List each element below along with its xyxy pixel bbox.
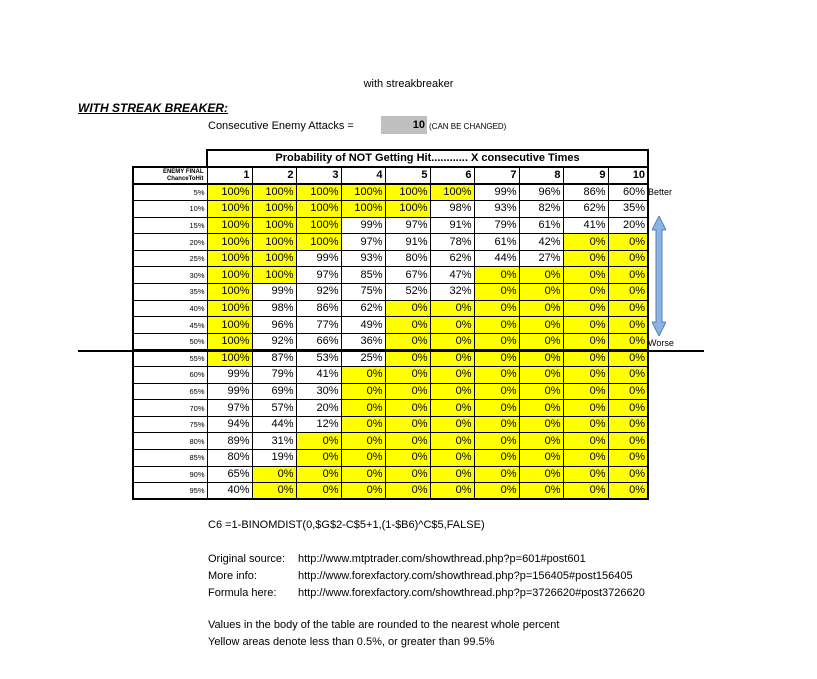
table-cell[interactable]: 97% <box>207 400 252 417</box>
table-cell[interactable]: 79% <box>252 367 296 384</box>
row-label: 35% <box>133 284 207 301</box>
note-yellow-areas: Yellow areas denote less than 0.5%, or greater than 99.5% <box>208 636 495 648</box>
table-cell[interactable]: 80% <box>385 250 430 267</box>
table-row <box>133 317 648 334</box>
chance-to-hit-header <box>133 167 207 184</box>
table-cell[interactable]: 0% <box>430 466 474 483</box>
table-title: Probability of NOT Getting Hit............ X consecutive Times <box>207 150 648 167</box>
table-cell[interactable]: 0% <box>385 466 430 483</box>
table-cell[interactable]: 0% <box>341 466 385 483</box>
table-cell[interactable]: 0% <box>474 450 519 467</box>
table-cell[interactable]: 0% <box>341 416 385 433</box>
row-label: 25% <box>133 250 207 267</box>
table-cell[interactable]: 0% <box>474 333 519 350</box>
attacks-value-cell[interactable]: 10 <box>381 116 427 134</box>
table-cell[interactable]: 0% <box>430 367 474 384</box>
table-row <box>133 201 648 218</box>
table-cell[interactable]: 0% <box>563 466 608 483</box>
table-cell[interactable]: 0% <box>341 433 385 450</box>
table-cell[interactable]: 0% <box>430 300 474 317</box>
table-cell[interactable]: 0% <box>519 466 563 483</box>
table-cell[interactable]: 100% <box>430 184 474 201</box>
table-cell[interactable]: 0% <box>608 383 648 400</box>
table-cell[interactable]: 52% <box>385 284 430 301</box>
column-header-4: 4 <box>341 167 385 184</box>
column-header-9: 9 <box>563 167 608 184</box>
table-cell[interactable]: 100% <box>252 234 296 251</box>
table-cell[interactable]: 0% <box>474 317 519 334</box>
section-heading: WITH STREAK BREAKER: <box>78 101 228 115</box>
table-cell[interactable]: 100% <box>341 201 385 218</box>
table-cell[interactable]: 0% <box>563 300 608 317</box>
table-cell[interactable]: 0% <box>252 466 296 483</box>
table-cell[interactable]: 92% <box>296 284 341 301</box>
row-label: 30% <box>133 267 207 284</box>
table-cell[interactable]: 0% <box>430 400 474 417</box>
table-cell[interactable]: 61% <box>519 217 563 234</box>
row-label: 55% <box>133 350 207 367</box>
table-cell[interactable]: 100% <box>252 250 296 267</box>
table-cell[interactable]: 92% <box>252 333 296 350</box>
table-cell[interactable]: 0% <box>519 433 563 450</box>
table-cell[interactable]: 87% <box>252 350 296 367</box>
table-row <box>133 333 648 350</box>
table-cell[interactable]: 0% <box>341 383 385 400</box>
table-cell[interactable]: 61% <box>474 234 519 251</box>
table-cell[interactable]: 0% <box>608 433 648 450</box>
row-label: 60% <box>133 367 207 384</box>
table-cell[interactable]: 35% <box>608 201 648 218</box>
row-label: 80% <box>133 433 207 450</box>
table-cell[interactable]: 100% <box>385 201 430 218</box>
table-cell[interactable]: 0% <box>563 234 608 251</box>
table-cell[interactable]: 0% <box>474 267 519 284</box>
table-cell[interactable]: 0% <box>385 383 430 400</box>
table-cell[interactable]: 0% <box>563 383 608 400</box>
table-cell[interactable]: 94% <box>207 416 252 433</box>
table-cell[interactable]: 0% <box>474 367 519 384</box>
table-cell[interactable]: 99% <box>207 383 252 400</box>
table-cell[interactable]: 96% <box>519 184 563 201</box>
table-row <box>133 217 648 234</box>
table-cell[interactable]: 0% <box>608 300 648 317</box>
table-cell[interactable]: 100% <box>207 234 252 251</box>
table-cell[interactable]: 77% <box>296 317 341 334</box>
row-label: 90% <box>133 466 207 483</box>
table-cell[interactable]: 0% <box>519 284 563 301</box>
table-cell[interactable]: 100% <box>207 300 252 317</box>
row-label: 5% <box>133 184 207 201</box>
table-cell[interactable]: 100% <box>252 267 296 284</box>
table-cell[interactable]: 0% <box>430 317 474 334</box>
page-title: with streakbreaker <box>363 78 454 90</box>
table-cell[interactable]: 53% <box>296 350 341 367</box>
column-header-5: 5 <box>385 167 430 184</box>
table-cell[interactable]: 30% <box>296 383 341 400</box>
table-cell[interactable]: 0% <box>563 350 608 367</box>
column-header-6: 6 <box>430 167 474 184</box>
column-header-row <box>133 167 648 184</box>
table-cell[interactable]: 36% <box>341 333 385 350</box>
table-cell[interactable]: 0% <box>519 317 563 334</box>
table-cell[interactable]: 100% <box>296 184 341 201</box>
table-cell[interactable]: 44% <box>474 250 519 267</box>
note-rounding: Values in the body of the table are rounded to the nearest whole percent <box>208 619 560 631</box>
table-cell[interactable]: 0% <box>519 267 563 284</box>
table-cell[interactable]: 0% <box>474 483 519 500</box>
table-cell[interactable]: 0% <box>519 416 563 433</box>
table-row <box>133 383 648 400</box>
table-cell[interactable]: 62% <box>563 201 608 218</box>
table-cell[interactable]: 93% <box>474 201 519 218</box>
source-label-original: Original source: <box>208 553 286 565</box>
column-header-3: 3 <box>296 167 341 184</box>
table-row <box>133 466 648 483</box>
table-cell[interactable]: 89% <box>207 433 252 450</box>
table-cell[interactable]: 0% <box>608 267 648 284</box>
table-cell[interactable]: 0% <box>563 284 608 301</box>
probability-table <box>132 149 649 500</box>
table-cell[interactable]: 62% <box>341 300 385 317</box>
table-cell[interactable]: 0% <box>608 234 648 251</box>
table-cell[interactable]: 0% <box>563 333 608 350</box>
table-cell[interactable]: 0% <box>385 333 430 350</box>
table-cell[interactable]: 0% <box>474 416 519 433</box>
table-cell[interactable]: 19% <box>252 450 296 467</box>
table-cell[interactable]: 0% <box>608 317 648 334</box>
table-cell[interactable]: 0% <box>341 367 385 384</box>
table-cell[interactable]: 0% <box>474 466 519 483</box>
table-cell[interactable]: 0% <box>385 400 430 417</box>
table-cell[interactable]: 75% <box>341 284 385 301</box>
table-cell[interactable]: 0% <box>608 483 648 500</box>
table-cell[interactable]: 0% <box>519 450 563 467</box>
row-label: 40% <box>133 300 207 317</box>
table-row <box>133 184 648 201</box>
table-cell[interactable]: 0% <box>296 466 341 483</box>
table-cell[interactable]: 49% <box>341 317 385 334</box>
table-cell[interactable]: 20% <box>296 400 341 417</box>
table-cell[interactable]: 82% <box>519 201 563 218</box>
threshold-divider-line <box>78 350 704 352</box>
table-cell[interactable]: 100% <box>296 201 341 218</box>
column-header-1: 1 <box>207 167 252 184</box>
table-cell[interactable]: 0% <box>385 483 430 500</box>
table-cell[interactable]: 98% <box>430 201 474 218</box>
table-cell[interactable]: 0% <box>474 300 519 317</box>
table-cell[interactable]: 62% <box>430 250 474 267</box>
formula-text: C6 =1-BINOMDIST(0,$G$2-C$5+1,(1-$B6)^C$5,FALSE) <box>208 519 485 531</box>
row-label: 20% <box>133 234 207 251</box>
table-cell[interactable]: 0% <box>252 483 296 500</box>
row-label: 75% <box>133 416 207 433</box>
table-cell[interactable]: 100% <box>207 267 252 284</box>
table-cell[interactable]: 78% <box>430 234 474 251</box>
table-cell[interactable]: 0% <box>519 400 563 417</box>
table-cell[interactable]: 67% <box>385 267 430 284</box>
table-cell[interactable]: 0% <box>430 433 474 450</box>
table-cell[interactable]: 0% <box>519 333 563 350</box>
table-cell[interactable]: 0% <box>430 350 474 367</box>
table-cell[interactable]: 0% <box>430 483 474 500</box>
row-label: 45% <box>133 317 207 334</box>
better-label: Better <box>648 187 673 197</box>
column-header-10: 10 <box>608 167 648 184</box>
table-cell[interactable]: 86% <box>563 184 608 201</box>
table-cell[interactable]: 100% <box>207 317 252 334</box>
table-cell[interactable]: 80% <box>207 450 252 467</box>
table-cell[interactable]: 99% <box>296 250 341 267</box>
table-row <box>133 300 648 317</box>
column-header-7: 7 <box>474 167 519 184</box>
table-cell[interactable]: 100% <box>207 217 252 234</box>
table-corner-blank <box>133 150 207 167</box>
table-cell[interactable]: 93% <box>341 250 385 267</box>
table-row <box>133 450 648 467</box>
table-cell[interactable]: 0% <box>608 416 648 433</box>
table-cell[interactable]: 100% <box>252 217 296 234</box>
table-cell[interactable]: 0% <box>430 416 474 433</box>
table-cell[interactable]: 47% <box>430 267 474 284</box>
table-cell[interactable]: 57% <box>252 400 296 417</box>
table-cell[interactable]: 0% <box>563 250 608 267</box>
source-link-original[interactable]: http://www.mtptrader.com/showthread.php?p=601#post601 <box>298 553 586 565</box>
table-cell[interactable]: 69% <box>252 383 296 400</box>
row-label: 85% <box>133 450 207 467</box>
table-cell[interactable]: 41% <box>296 367 341 384</box>
table-cell[interactable]: 0% <box>474 284 519 301</box>
table-cell[interactable]: 100% <box>207 250 252 267</box>
table-cell[interactable]: 0% <box>563 416 608 433</box>
table-row <box>133 416 648 433</box>
row-label: 15% <box>133 217 207 234</box>
table-cell[interactable]: 25% <box>341 350 385 367</box>
table-cell[interactable]: 0% <box>385 300 430 317</box>
table-cell[interactable]: 0% <box>519 483 563 500</box>
table-cell[interactable]: 0% <box>474 383 519 400</box>
table-cell[interactable]: 60% <box>608 184 648 201</box>
source-link-formula[interactable]: http://www.forexfactory.com/showthread.php?p=3726620#post3726620 <box>298 587 645 599</box>
table-cell[interactable]: 100% <box>207 333 252 350</box>
table-cell[interactable]: 0% <box>563 317 608 334</box>
table-cell[interactable]: 0% <box>608 250 648 267</box>
table-cell[interactable]: 31% <box>252 433 296 450</box>
table-cell[interactable]: 0% <box>430 450 474 467</box>
table-row <box>133 234 648 251</box>
table-body <box>133 184 648 499</box>
corner-line-1: ENEMY FINAL <box>162 168 204 175</box>
table-cell[interactable]: 79% <box>474 217 519 234</box>
row-label: 50% <box>133 333 207 350</box>
table-cell[interactable]: 100% <box>385 184 430 201</box>
table-row <box>133 284 648 301</box>
table-cell[interactable]: 66% <box>296 333 341 350</box>
column-header-8: 8 <box>519 167 563 184</box>
table-cell[interactable]: 100% <box>207 284 252 301</box>
table-cell[interactable]: 0% <box>385 317 430 334</box>
table-cell[interactable]: 0% <box>296 450 341 467</box>
table-cell[interactable]: 0% <box>385 416 430 433</box>
table-cell[interactable]: 100% <box>207 350 252 367</box>
row-label: 65% <box>133 383 207 400</box>
table-row <box>133 367 648 384</box>
table-cell[interactable]: 32% <box>430 284 474 301</box>
table-cell[interactable]: 0% <box>519 383 563 400</box>
source-label-more-info: More info: <box>208 570 257 582</box>
table-cell[interactable]: 0% <box>563 267 608 284</box>
table-cell[interactable]: 42% <box>519 234 563 251</box>
table-cell[interactable]: 12% <box>296 416 341 433</box>
corner-line-2: ChanceToHit <box>166 175 204 182</box>
table-row <box>133 483 648 500</box>
table-cell[interactable]: 99% <box>252 284 296 301</box>
row-label: 70% <box>133 400 207 417</box>
table-cell[interactable]: 96% <box>252 317 296 334</box>
table-cell[interactable]: 0% <box>563 483 608 500</box>
table-cell[interactable]: 0% <box>608 450 648 467</box>
table-cell[interactable]: 0% <box>563 433 608 450</box>
table-cell[interactable]: 98% <box>252 300 296 317</box>
table-cell[interactable]: 100% <box>252 184 296 201</box>
table-cell[interactable]: 20% <box>608 217 648 234</box>
table-cell[interactable]: 86% <box>296 300 341 317</box>
table-cell[interactable]: 65% <box>207 466 252 483</box>
table-cell[interactable]: 99% <box>341 217 385 234</box>
table-cell[interactable]: 40% <box>207 483 252 500</box>
table-cell[interactable]: 0% <box>430 383 474 400</box>
double-arrow-icon <box>652 216 666 336</box>
table-cell[interactable]: 0% <box>608 367 648 384</box>
table-cell[interactable]: 0% <box>385 433 430 450</box>
table-cell[interactable]: 99% <box>207 367 252 384</box>
table-cell[interactable]: 100% <box>207 184 252 201</box>
table-cell[interactable]: 0% <box>519 367 563 384</box>
table-cell[interactable]: 0% <box>341 483 385 500</box>
table-cell[interactable]: 0% <box>385 367 430 384</box>
table-cell[interactable]: 0% <box>608 284 648 301</box>
table-cell[interactable]: 0% <box>341 450 385 467</box>
table-cell[interactable]: 0% <box>608 400 648 417</box>
column-header-2: 2 <box>252 167 296 184</box>
table-cell[interactable]: 0% <box>474 433 519 450</box>
table-cell[interactable]: 41% <box>563 217 608 234</box>
source-label-formula: Formula here: <box>208 587 277 599</box>
table-cell[interactable]: 91% <box>430 217 474 234</box>
table-row <box>133 433 648 450</box>
table-cell[interactable]: 0% <box>519 350 563 367</box>
table-cell[interactable]: 97% <box>385 217 430 234</box>
row-label: 95% <box>133 483 207 500</box>
table-cell[interactable]: 0% <box>563 450 608 467</box>
table-cell[interactable]: 0% <box>385 350 430 367</box>
table-cell[interactable]: 0% <box>430 333 474 350</box>
table-cell[interactable]: 0% <box>608 466 648 483</box>
table-cell[interactable]: 27% <box>519 250 563 267</box>
worse-label: Worse <box>648 338 674 348</box>
table-cell[interactable]: 0% <box>608 350 648 367</box>
table-cell[interactable]: 100% <box>341 184 385 201</box>
attacks-note: (CAN BE CHANGED) <box>429 122 507 131</box>
table-cell[interactable]: 100% <box>296 217 341 234</box>
table-row <box>133 267 648 284</box>
table-cell[interactable]: 44% <box>252 416 296 433</box>
table-cell[interactable]: 97% <box>296 267 341 284</box>
table-cell[interactable]: 100% <box>252 201 296 218</box>
table-cell[interactable]: 0% <box>474 350 519 367</box>
table-cell[interactable]: 0% <box>563 400 608 417</box>
table-cell[interactable]: 91% <box>385 234 430 251</box>
row-label: 10% <box>133 201 207 218</box>
table-cell[interactable]: 0% <box>296 433 341 450</box>
table-cell[interactable]: 0% <box>296 483 341 500</box>
table-cell[interactable]: 97% <box>341 234 385 251</box>
table-row <box>133 350 648 367</box>
table-cell[interactable]: 85% <box>341 267 385 284</box>
table-cell[interactable]: 100% <box>296 234 341 251</box>
table-cell[interactable]: 0% <box>385 450 430 467</box>
table-cell[interactable]: 0% <box>474 400 519 417</box>
table-cell[interactable]: 0% <box>563 367 608 384</box>
table-row <box>133 400 648 417</box>
table-row <box>133 250 648 267</box>
table-cell[interactable]: 99% <box>474 184 519 201</box>
table-cell[interactable]: 0% <box>608 333 648 350</box>
table-cell[interactable]: 0% <box>341 400 385 417</box>
source-link-more-info[interactable]: http://www.forexfactory.com/showthread.php?p=156405#post156405 <box>298 570 633 582</box>
table-cell[interactable]: 100% <box>207 201 252 218</box>
table-cell[interactable]: 0% <box>519 300 563 317</box>
attacks-label: Consecutive Enemy Attacks = <box>208 120 354 132</box>
